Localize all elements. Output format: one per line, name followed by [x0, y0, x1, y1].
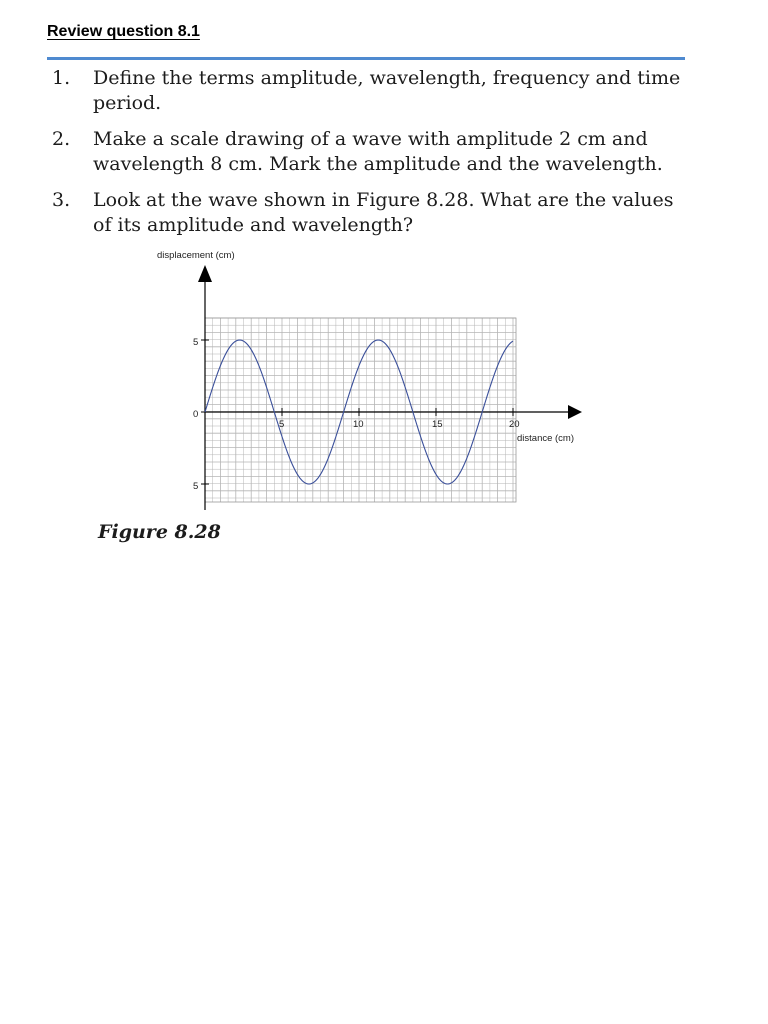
question-list	[52, 66, 692, 249]
question-number: 3.	[52, 189, 71, 211]
x-axis-label: distance (cm)	[517, 433, 575, 444]
question-item	[52, 188, 692, 238]
x-tick-label: 15	[432, 419, 443, 430]
y-tick-label: 0	[193, 409, 199, 420]
wave-figure	[0, 240, 768, 520]
question-text: Define the terms amplitude, wavelength, frequency and time period.	[93, 67, 681, 114]
question-number: 1.	[52, 67, 71, 89]
heading-rule	[47, 57, 685, 60]
figure-caption: Figure 8.28	[98, 521, 221, 543]
review-heading: Review question 8.1	[47, 23, 200, 40]
chart-grid	[205, 318, 516, 502]
y-axis-arrow-icon	[198, 265, 212, 282]
question-text: Look at the wave shown in Figure 8.28. What are the values of its amplitude and wavelength?	[93, 189, 674, 236]
y-tick-label: 5	[193, 481, 199, 492]
x-tick-label: 10	[353, 419, 364, 430]
grid-frame	[205, 318, 516, 502]
x-tick-label: 20	[509, 419, 520, 430]
y-axis-label: displacement (cm)	[157, 250, 235, 261]
y-tick-label: 5	[193, 337, 199, 348]
chart-ticks	[193, 337, 520, 492]
question-item	[52, 66, 692, 116]
question-text: Make a scale drawing of a wave with amplitude 2 cm and wavelength 8 cm. Mark the amplitude and the wavelength.	[93, 128, 663, 175]
x-axis-arrow-icon	[568, 405, 582, 419]
wave-chart	[0, 240, 768, 520]
question-item	[52, 127, 692, 177]
question-number: 2.	[52, 128, 71, 150]
x-tick-label: 5	[279, 419, 285, 430]
